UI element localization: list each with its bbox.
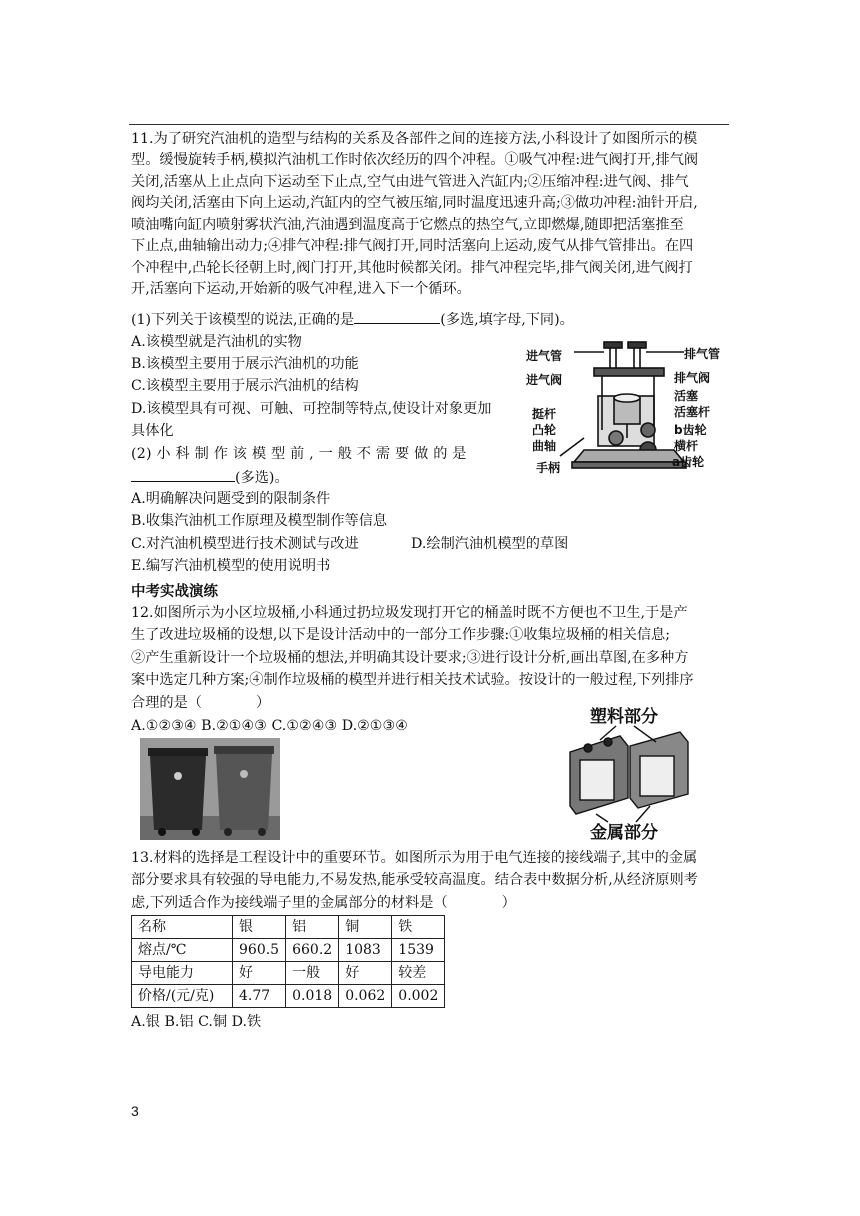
- q11-option-d-cont: 具体化: [131, 423, 174, 439]
- label-exhaust-pipe: 排气管: [684, 347, 721, 361]
- page-number: 3: [131, 1103, 139, 1119]
- table-cell: 铝: [286, 916, 339, 939]
- engine-model-figure: [524, 338, 730, 488]
- q11-line-6: 下止点,曲轴输出动力;④排气冲程:排气阀打开,同时活塞向上运动,废气从排气管排出。在四: [131, 238, 694, 254]
- table-header-row: [132, 916, 445, 939]
- table-cell: 4.77: [233, 985, 286, 1008]
- table-cell: 一般: [286, 962, 339, 985]
- q11-line-1: 11.为了研究汽油机的造型与结构的关系及各部件之间的连接方法,小科设计了如图所示的模: [131, 131, 698, 147]
- label-tappet: 挺杆: [532, 407, 557, 421]
- table-cell: 名称: [132, 916, 233, 939]
- label-piston-rod: 活塞杆: [674, 405, 711, 419]
- q12-line-5: [131, 694, 270, 712]
- table-cell: 660.2: [286, 939, 339, 962]
- q11-sub1: [131, 309, 574, 329]
- q13-options: A.银 B.铝 C.铜 D.铁: [131, 1014, 262, 1030]
- q11-sub2-option-d: D.绘制汽油机模型的草图: [411, 536, 569, 552]
- table-row: [132, 939, 445, 962]
- q13-line-2: 部分要求具有较强的导电能力,不易发热,能承受较高温度。结合表中数据分析,从经济原则考: [131, 872, 698, 888]
- table-cell: 0.018: [286, 985, 339, 1008]
- q12-line-4: 案中选定几种方案;④制作垃圾桶的模型并进行相关技术试验。按设计的一般过程,下列排序: [131, 672, 694, 688]
- q11-line-2: 型。缓慢旋转手柄,模拟汽油机工作时依次经历的四个冲程。①吸气冲程:进气阀打开,排气阀: [131, 152, 699, 168]
- label-gear-a: a齿轮: [672, 455, 705, 469]
- q11-option-d: D.该模型具有可视、可触、可控制等特点,使设计对象更加: [131, 401, 492, 417]
- q11-line-8: 开,活塞向下运动,开始新的吸气冲程,进入下一个循环。: [131, 281, 471, 297]
- label-intake-valve: 进气阀: [526, 373, 563, 387]
- table-cell: 1083: [339, 939, 392, 962]
- q11-sub2-option-c: C.对汽油机模型进行技术测试与改进: [131, 536, 359, 552]
- q13-last-prefix: 虑,下列适合作为接线端子里的金属部分的材料是（: [131, 895, 448, 911]
- table-cell: 熔点/℃: [132, 939, 233, 962]
- table-cell: 好: [233, 962, 286, 985]
- q11-sub2-option-a: A.明确解决问题受到的限制条件: [131, 491, 331, 507]
- garbage-bins-photo: [140, 738, 280, 840]
- table-cell: 0.062: [339, 985, 392, 1008]
- q11-line-5: 喷油嘴向缸内喷射雾状汽油,汽油遇到温度高于它燃点的热空气,立即燃爆,随即把活塞推至: [131, 217, 684, 233]
- q11-sub2-option-b: B.收集汽油机工作原理及模型制作等信息: [131, 513, 388, 529]
- label-intake-pipe: 进气管: [526, 349, 563, 363]
- section-title: 中考实战演练: [131, 584, 218, 600]
- q12-line-2: 生了改进垃圾桶的设想,以下是设计活动中的一部分工作步骤:①收集垃圾桶的相关信息;: [131, 627, 671, 643]
- label-piston: 活塞: [674, 389, 699, 403]
- table-cell: 较差: [392, 962, 445, 985]
- table-cell: 960.5: [233, 939, 286, 962]
- label-handle: 手柄: [536, 461, 561, 475]
- table-cell: 0.002: [392, 985, 445, 1008]
- q11-option-c: C.该模型主要用于展示汽油机的结构: [131, 378, 359, 394]
- q13-last-suffix: ）: [501, 895, 516, 911]
- label-metal-part: 金属部分: [590, 823, 658, 842]
- q11-line-7: 个冲程中,凸轮长径朝上时,阀门打开,其他时候都关闭。排气冲程完毕,排气阀关闭,进气阀打: [131, 260, 693, 276]
- terminal-block-figure: [560, 702, 710, 842]
- label-crossbar: 横杆: [674, 439, 699, 453]
- materials-table: [131, 915, 445, 1008]
- label-gear-b: b齿轮: [674, 423, 707, 437]
- q12-line-1: 12.如图所示为小区垃圾桶,小科通过扔垃圾发现打开它的桶盖时既不方便也不卫生,于是产: [131, 605, 688, 621]
- table-cell: 银: [233, 916, 286, 939]
- q12-last-prefix: 合理的是（: [131, 695, 202, 711]
- q13-line-3: [131, 894, 516, 912]
- table-cell: 铜: [339, 916, 392, 939]
- q12-line-3: ②产生重新设计一个垃圾桶的想法,并明确其设计要求;③进行设计分析,画出草图,在多种方: [131, 650, 689, 666]
- table-row: [132, 985, 445, 1008]
- q11-sub2-suffix: (多选)。: [235, 470, 289, 486]
- label-crankshaft: 曲轴: [532, 439, 557, 453]
- q11-sub2-answer: [131, 467, 289, 487]
- q12-options: A.①②③④ B.②①④③ C.①②④③ D.②①③④: [131, 718, 408, 734]
- table-row: [132, 962, 445, 985]
- table-cell: 导电能力: [132, 962, 233, 985]
- q12-last-suffix: ）: [255, 695, 271, 711]
- q11-option-b: B.该模型主要用于展示汽油机的功能: [131, 356, 359, 372]
- table-cell: 好: [339, 962, 392, 985]
- table-cell: 1539: [392, 939, 445, 962]
- label-plastic-part: 塑料部分: [590, 707, 658, 727]
- q11-option-a: A.该模型就是汽油机的实物: [131, 334, 302, 350]
- table-cell: 价格/(元/克): [132, 985, 233, 1008]
- q11-sub1-suffix: (多选,填字母,下同)。: [440, 312, 574, 328]
- q11-sub2: (2) 小 科 制 作 该 模 型 前 , 一 般 不 需 要 做 的 是: [131, 446, 467, 462]
- q13-line-1: 13.材料的选择是工程设计中的重要环节。如图所示为用于电气连接的接线端子,其中的金属: [131, 850, 698, 866]
- q11-sub2-option-e: E.编写汽油机模型的使用说明书: [131, 558, 331, 574]
- answer-blank[interactable]: [131, 467, 235, 482]
- label-cam: 凸轮: [532, 423, 557, 437]
- q11-line-4: 阀均关闭,活塞由下向上运动,汽缸内的空气被压缩,同时温度迅速升高;③做功冲程:油针开启,: [131, 195, 698, 211]
- q11-sub1-prefix: (1)下列关于该模型的说法,正确的是: [131, 312, 355, 328]
- answer-blank[interactable]: [354, 309, 440, 324]
- q11-line-3: 关闭,活塞从上止点向下运动至下止点,空气由进气管进入汽缸内;②压缩冲程:进气阀、排气: [131, 174, 689, 190]
- table-cell: 铁: [392, 916, 445, 939]
- label-exhaust-valve: 排气阀: [674, 371, 711, 385]
- header-rule: [129, 124, 729, 125]
